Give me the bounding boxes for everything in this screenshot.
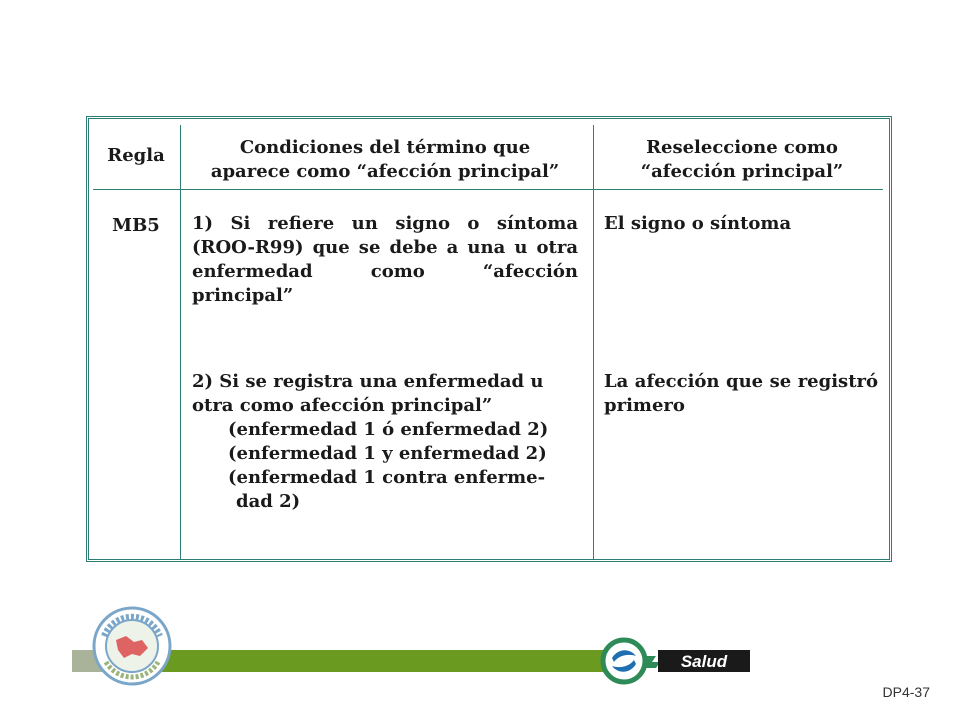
salud-logo <box>600 636 750 686</box>
reselect-2: La afección que se registró primero <box>604 371 878 416</box>
header-divider <box>93 189 883 190</box>
header-conditions-line: aparece como “afección principal” <box>210 161 560 182</box>
condition-1: 1) Si refiere un signo o síntoma (ROO-R99) que se debe a una u otra enfermedad como “afección principal” <box>192 213 578 306</box>
salud-brand-text: Salud <box>680 652 728 671</box>
condition-2-line: 2) Si se registra una enfermedad u <box>192 371 544 392</box>
header-reselect <box>596 136 888 184</box>
condition-2 <box>192 370 578 514</box>
condition-2-line: (enfermedad 1 y enfermedad 2) <box>228 443 547 464</box>
header-reselect-line: “afección principal” <box>640 161 844 182</box>
column-divider <box>180 125 181 559</box>
header-conditions-line: Condiciones del término que <box>239 137 531 158</box>
condition-2-line: (enfermedad 1 ó enfermedad 2) <box>228 419 549 440</box>
condition-2-line: otra como afección principal” <box>192 395 493 416</box>
header-rule: Regla <box>107 145 165 166</box>
cemece-seal-logo <box>92 606 172 686</box>
rule-code: MB5 <box>112 215 160 236</box>
reselect-1: El signo o síntoma <box>604 213 792 234</box>
header-reselect-line: Reseleccione como <box>646 137 838 158</box>
slide-number: DP4-37 <box>882 684 930 700</box>
condition-2-line: dad 2) <box>236 491 301 512</box>
column-divider <box>593 125 594 559</box>
condition-2-line: (enfermedad 1 contra enferme- <box>228 467 546 488</box>
footer-bar-green <box>160 650 605 672</box>
header-conditions <box>182 136 588 184</box>
